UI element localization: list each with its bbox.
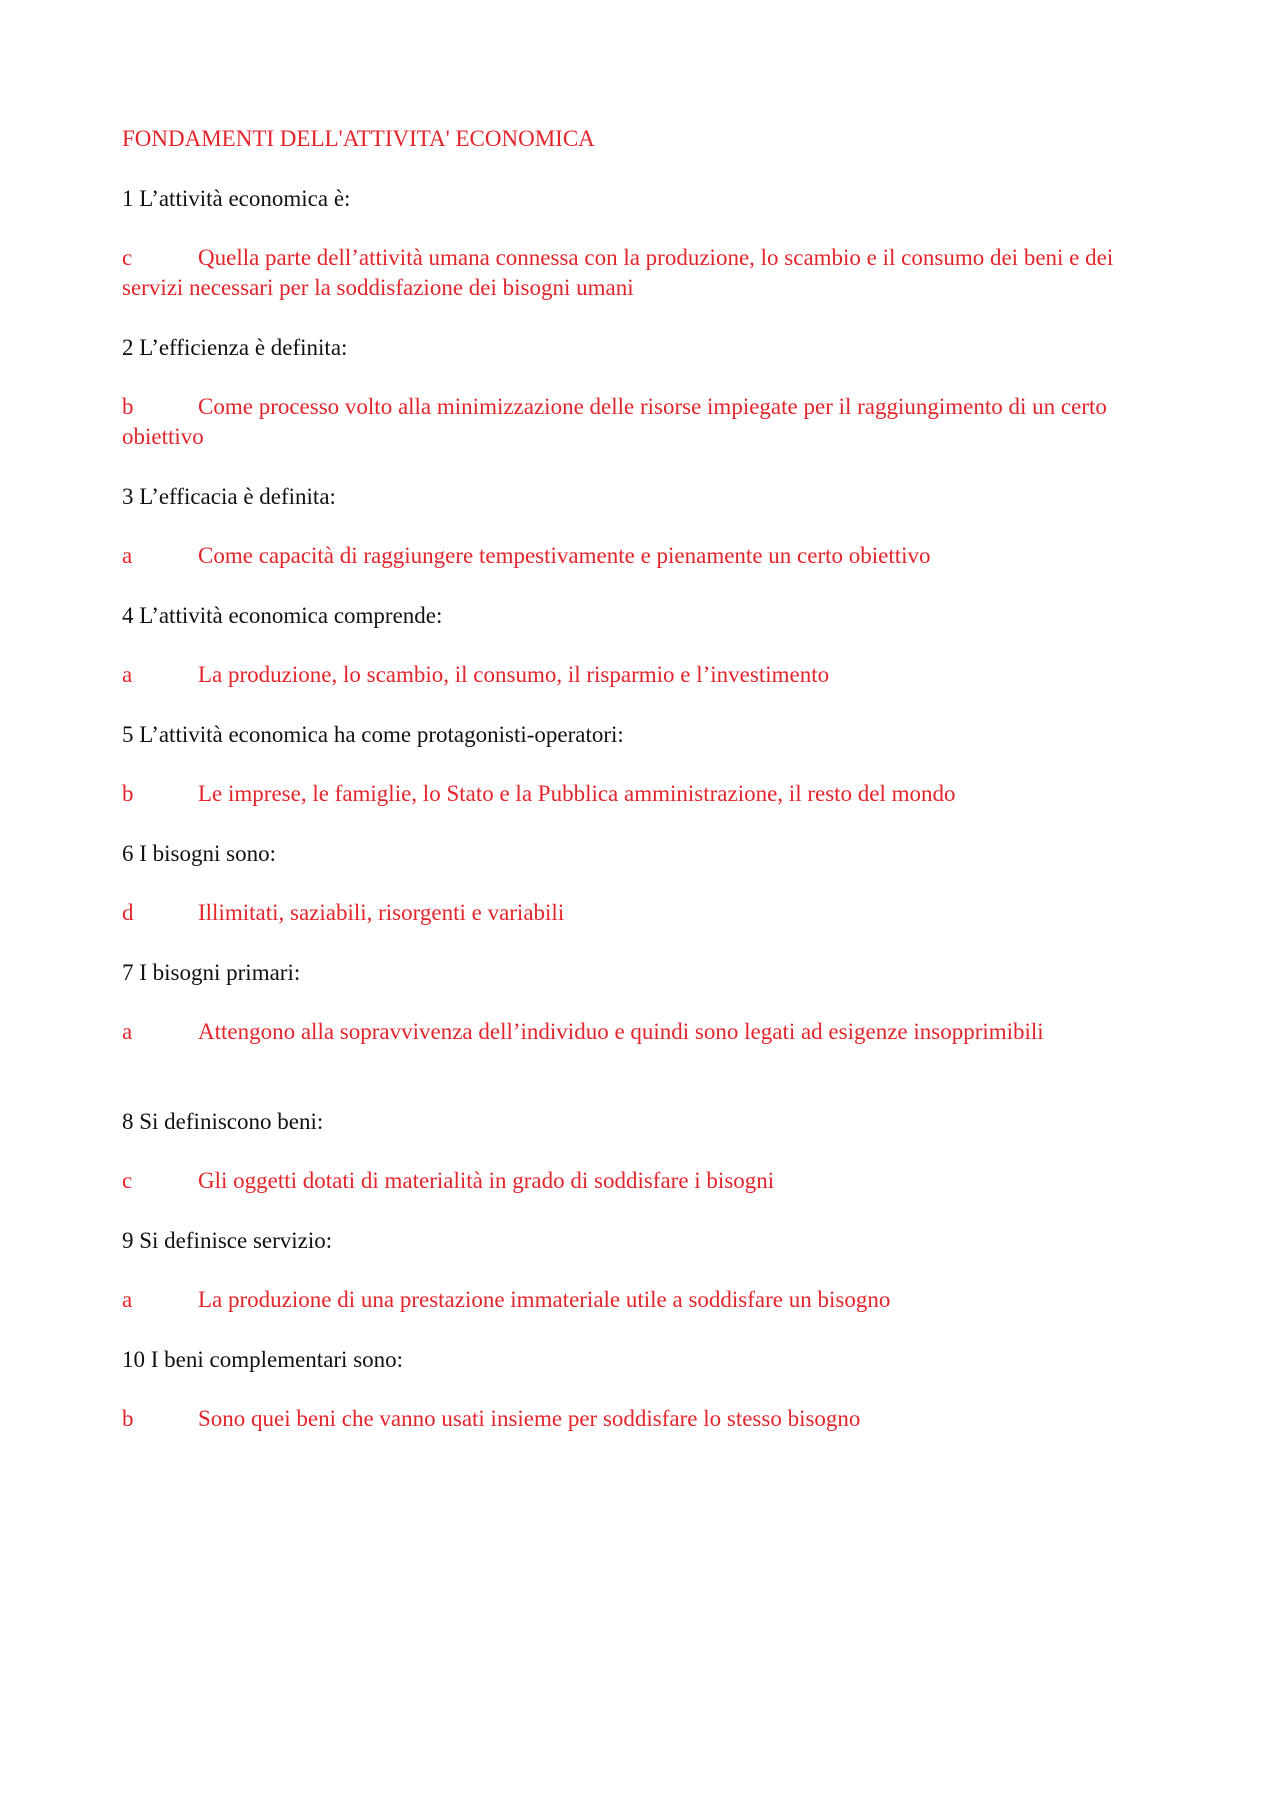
answer-6	[122, 898, 1162, 928]
question-7: 7 I bisogni primari:	[122, 960, 301, 985]
answer-8	[122, 1166, 1162, 1196]
question-3: 3 L’efficacia è definita:	[122, 484, 336, 509]
answer-text: Gli oggetti dotati di materialità in grado di soddisfare i bisogni	[198, 1168, 775, 1193]
answer-text: Illimitati, saziabili, risorgenti e variabili	[198, 900, 565, 925]
answer-text: Come capacità di raggiungere tempestivamente e pienamente un certo obiettivo	[198, 543, 931, 568]
answer-letter: c	[122, 245, 133, 270]
answer-letter: a	[122, 1287, 133, 1312]
answer-2	[122, 392, 1162, 452]
question-5: 5 L’attività economica ha come protagonisti-operatori:	[122, 722, 624, 747]
answer-text: Quella parte dell’attività umana connessa con la produzione, lo scambio e il consumo dei beni e dei servizi necessari per la soddisfazione dei bisogni umani	[122, 245, 1114, 300]
answer-text: Sono quei beni che vanno usati insieme per soddisfare lo stesso bisogno	[198, 1406, 861, 1431]
answer-9	[122, 1285, 1162, 1315]
question-10: 10 I beni complementari sono:	[122, 1347, 404, 1372]
question-1: 1 L’attività economica è:	[122, 186, 351, 211]
answer-1	[122, 243, 1162, 303]
answer-letter: a	[122, 1019, 133, 1044]
answer-7	[122, 1017, 1162, 1047]
answer-text: Le imprese, le famiglie, lo Stato e la Pubblica amministrazione, il resto del mondo	[198, 781, 956, 806]
answer-5	[122, 779, 1162, 809]
question-2: 2 L’efficienza è definita:	[122, 335, 348, 360]
answer-letter: a	[122, 662, 133, 687]
question-4: 4 L’attività economica comprende:	[122, 603, 443, 628]
question-9: 9 Si definisce servizio:	[122, 1228, 333, 1253]
question-8: 8 Si definiscono beni:	[122, 1109, 324, 1134]
answer-3	[122, 541, 1162, 571]
answer-10	[122, 1404, 1162, 1434]
answer-letter: b	[122, 394, 134, 419]
answer-text: Attengono alla sopravvivenza dell’individuo e quindi sono legati ad esigenze insopprimibili	[198, 1019, 1044, 1044]
answer-letter: b	[122, 1406, 134, 1431]
answer-text: Come processo volto alla minimizzazione delle risorse impiegate per il raggiungimento di un certo obiettivo	[122, 394, 1107, 449]
answer-letter: b	[122, 781, 134, 806]
question-6: 6 I bisogni sono:	[122, 841, 276, 866]
answer-4	[122, 660, 1162, 690]
document-title: FONDAMENTI DELL'ATTIVITA' ECONOMICA	[122, 126, 595, 151]
answer-letter: d	[122, 900, 134, 925]
answer-text: La produzione, lo scambio, il consumo, il risparmio e l’investimento	[198, 662, 830, 687]
answer-letter: a	[122, 543, 133, 568]
answer-text: La produzione di una prestazione immateriale utile a soddisfare un bisogno	[198, 1287, 891, 1312]
answer-letter: c	[122, 1168, 133, 1193]
